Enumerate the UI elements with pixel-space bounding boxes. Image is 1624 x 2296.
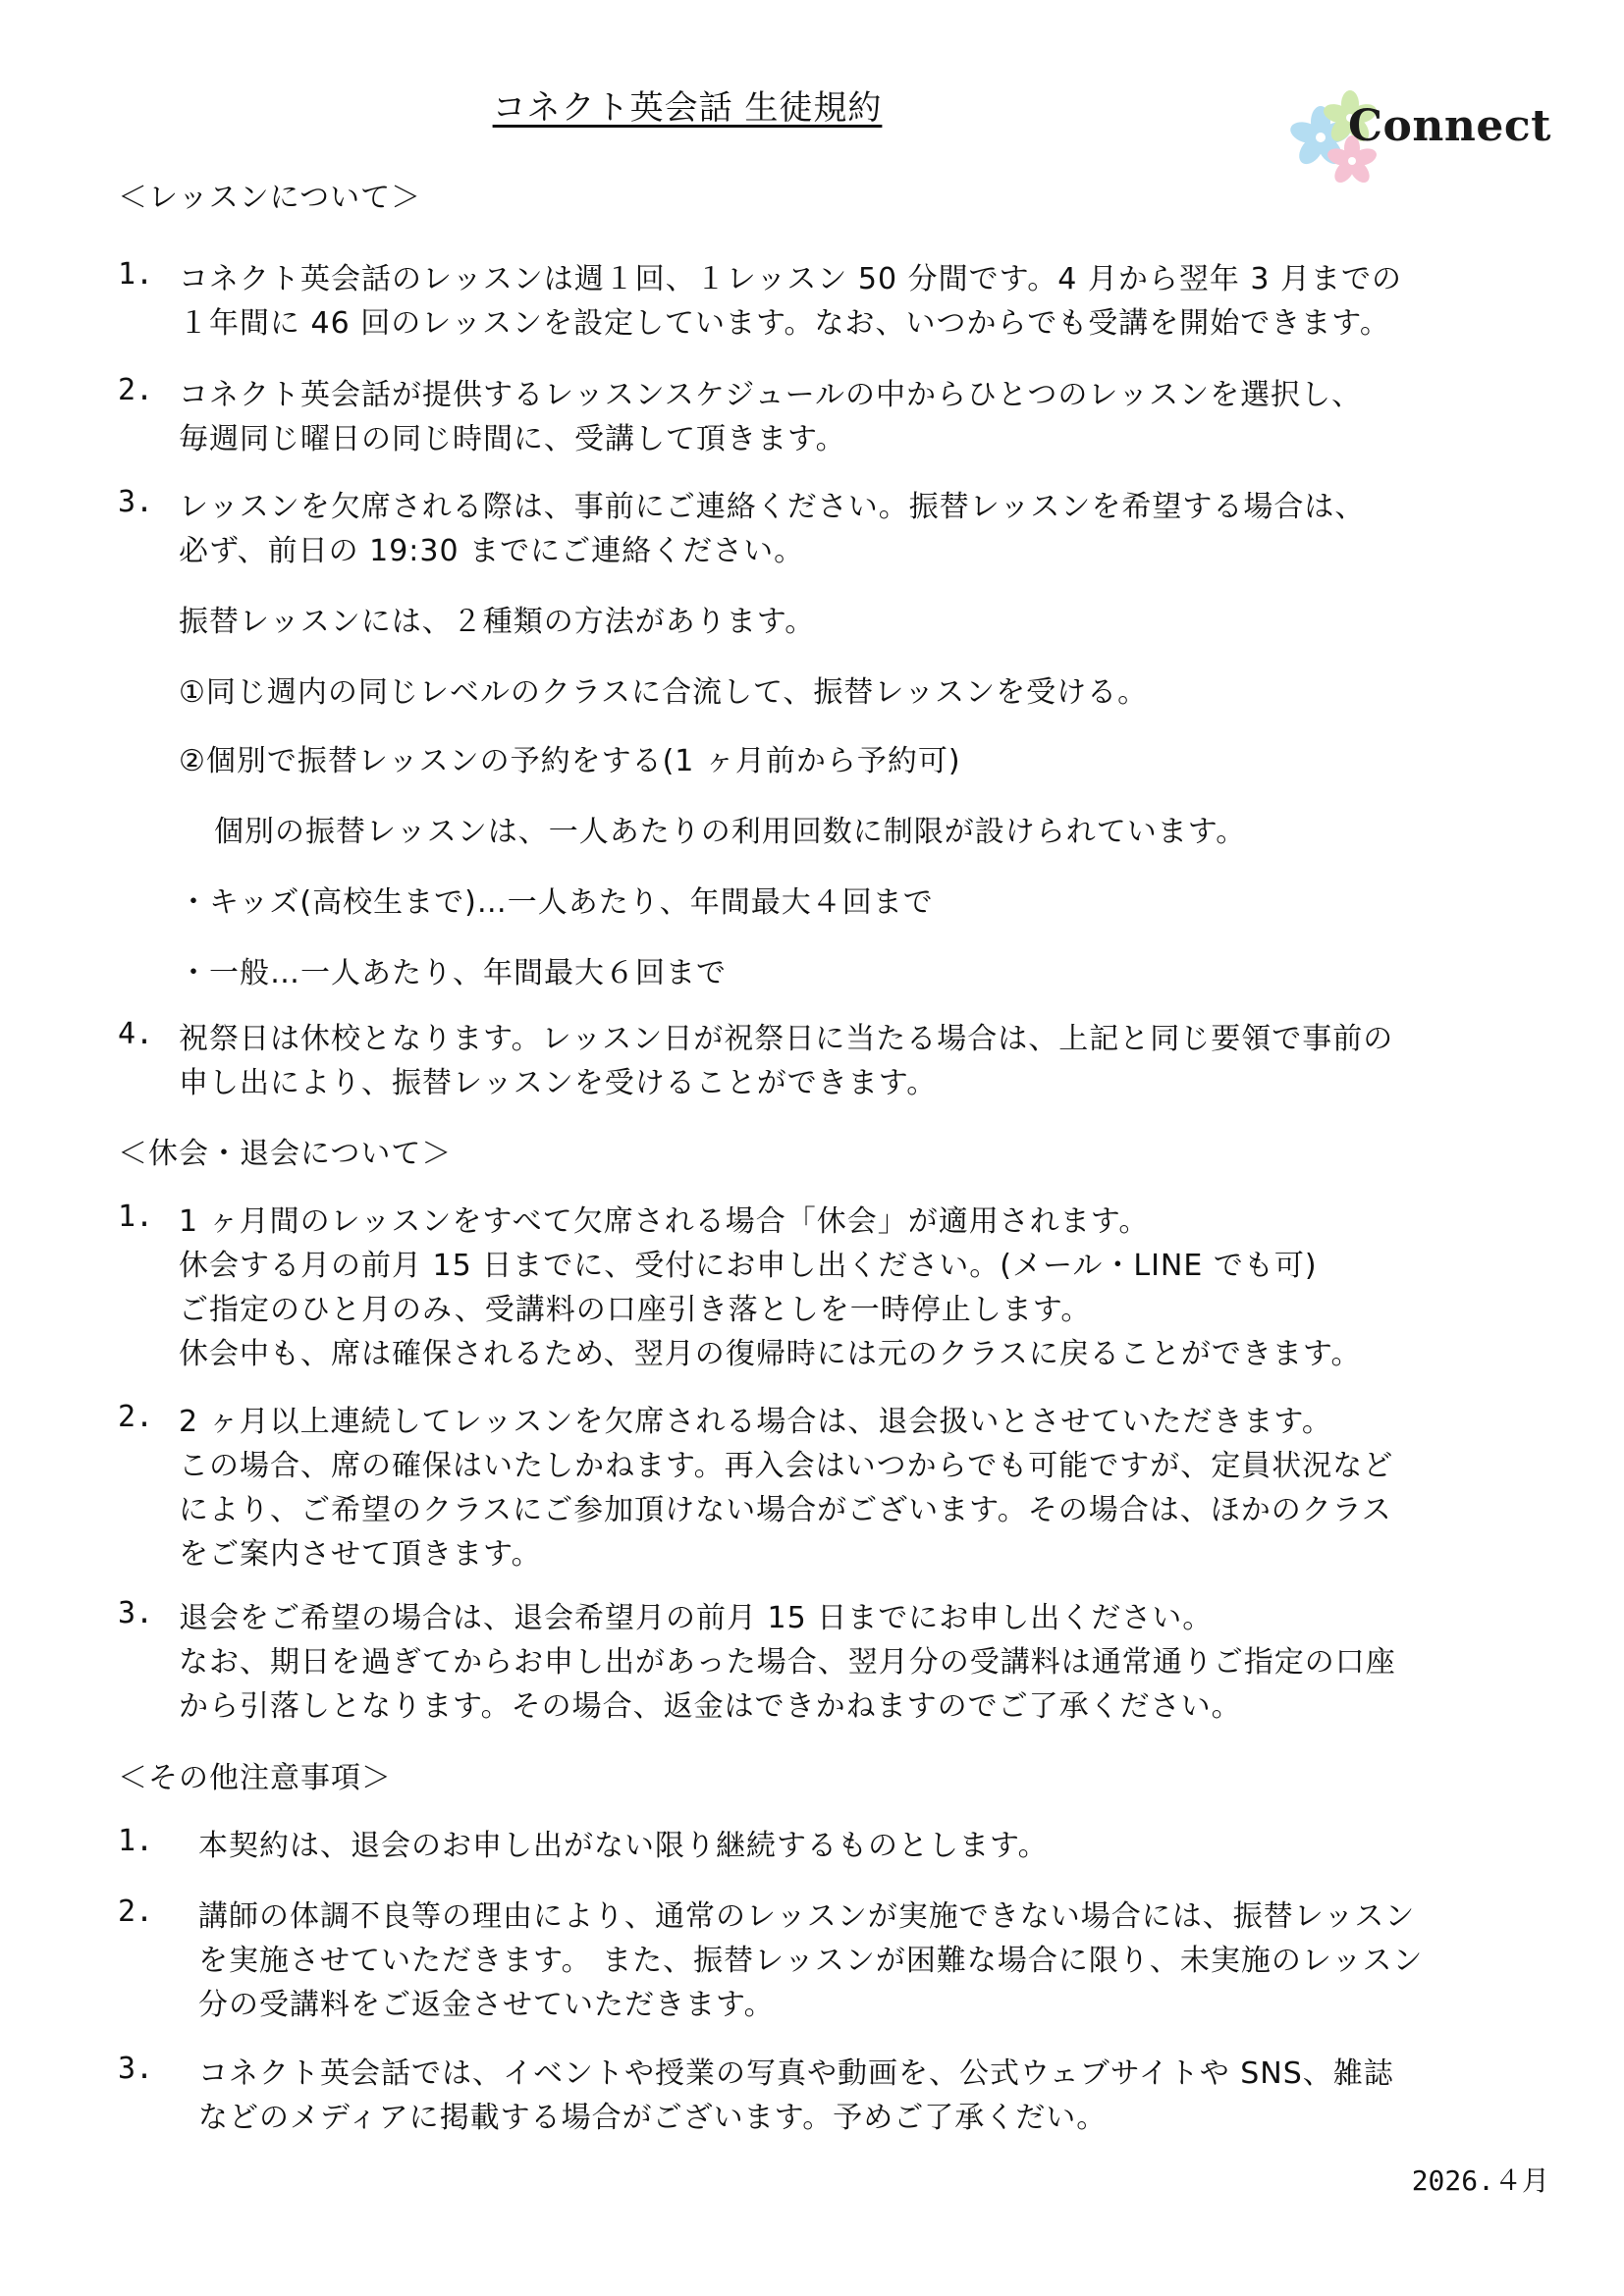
item-line: コネクト英会話のレッスンは週１回、１レッスン 50 分間です。4 月から翌年 3 月までの — [179, 262, 1403, 296]
item-line: から引落しとなります。その場合、返金はできかねますのでご了承ください。 — [179, 1689, 1242, 1724]
item-number: 4. — [118, 1017, 154, 1051]
item-line: １年間に 46 回のレッスンを設定しています。なお、いつからでも受講を開始できます。 — [179, 306, 1390, 341]
item-line: レッスンを欠席される際は、事前にご連絡ください。振替レッスンを希望する場合は、 — [179, 490, 1366, 524]
item-line: なお、期日を過ぎてからお申し出があった場合、翌月分の受講料は通常通りご指定の口座 — [179, 1645, 1396, 1680]
item-number: 2. — [118, 1895, 154, 1929]
section-heading-notes: ＜その他注意事項＞ — [118, 1761, 392, 1795]
item-line: コネクト英会話が提供するレッスンスケジュールの中からひとつのレッスンを選択し、 — [179, 378, 1363, 412]
item-line: をご案内させて頂きます。 — [179, 1537, 542, 1572]
item-number: 3. — [118, 485, 154, 519]
section-heading-leave: ＜休会・退会について＞ — [118, 1137, 453, 1171]
item-line: などのメディアに掲載する場合がございます。予めご了承くだい。 — [198, 2101, 1108, 2135]
item-line: この場合、席の確保はいたしかねます。再入会はいつからでも可能ですが、定員状況など — [179, 1449, 1394, 1483]
item-number: 1. — [118, 1824, 154, 1858]
substitute-limit-kids: ・キッズ(高校生まで)…一人あたり、年間最大４回まで — [179, 885, 934, 920]
item-number: 3. — [118, 1596, 154, 1630]
item-line: コネクト英会話では、イベントや授業の写真や動画を、公式ウェブサイトや SNS、雑誌 — [198, 2056, 1394, 2091]
item-line: 毎週同じ曜日の同じ時間に、受講して頂きます。 — [179, 422, 846, 456]
item-line: 必ず、前日の 19:30 までにご連絡ください。 — [179, 534, 805, 568]
item-number: 2. — [118, 373, 154, 407]
document-date: 2026.４月 — [1411, 2164, 1549, 2197]
substitute-intro: 振替レッスンには、２種類の方法があります。 — [179, 605, 816, 639]
logo-text: Connect — [1348, 101, 1551, 151]
item-line: 祝祭日は休校となります。レッスン日が祝祭日に当たる場合は、上記と同じ要領で事前の — [179, 1022, 1394, 1056]
substitute-limit-note: 個別の振替レッスンは、一人あたりの利用回数に制限が設けられています。 — [214, 815, 1247, 849]
item-number: 3. — [118, 2052, 154, 2086]
document-title: コネクト英会話 生徒規約 — [492, 88, 883, 128]
item-line: 本契約は、退会のお申し出がない限り継続するものとします。 — [198, 1829, 1049, 1863]
item-line: 講師の体調不良等の理由により、通常のレッスンが実施できない場合には、振替レッスン — [198, 1899, 1416, 1934]
item-number: 2. — [118, 1400, 154, 1434]
item-line: 退会をご希望の場合は、退会希望月の前月 15 日までにお申し出ください。 — [179, 1601, 1214, 1635]
item-line: 1 ヶ月間のレッスンをすべて欠席される場合「休会」が適用されます。 — [179, 1204, 1150, 1239]
item-number: 1. — [118, 1200, 154, 1234]
item-line: ご指定のひと月のみ、受講料の口座引き落としを一時停止します。 — [179, 1293, 1092, 1327]
substitute-option-2: ②個別で振替レッスンの予約をする(1 ヶ月前から予約可) — [179, 744, 961, 778]
item-line: 休会中も、席は確保されるため、翌月の復帰時には元のクラスに戻ることができます。 — [179, 1337, 1362, 1371]
substitute-limit-general: ・一般…一人あたり、年間最大６回まで — [179, 956, 727, 990]
item-line: により、ご希望のクラスにご参加頂けない場合がございます。その場合は、ほかのクラス — [179, 1493, 1392, 1527]
item-line: 2 ヶ月以上連続してレッスンを欠席される場合は、退会扱いとさせていただきます。 — [179, 1405, 1332, 1439]
item-line: 分の受講料をご返金させていただきます。 — [198, 1988, 775, 2022]
item-line: を実施させていただきます。 また、振替レッスンが困難な場合に限り、未実施のレッスン — [198, 1944, 1424, 1978]
item-line: 休会する月の前月 15 日までに、受付にお申し出ください。(メール・LINE でも可) — [179, 1249, 1318, 1283]
substitute-option-1: ①同じ週内の同じレベルのクラスに合流して、振替レッスンを受ける。 — [179, 675, 1149, 710]
item-number: 1. — [118, 257, 154, 292]
section-heading-lessons: ＜レッスンについて＞ — [118, 181, 422, 215]
item-line: 申し出により、振替レッスンを受けることができます。 — [179, 1066, 938, 1100]
